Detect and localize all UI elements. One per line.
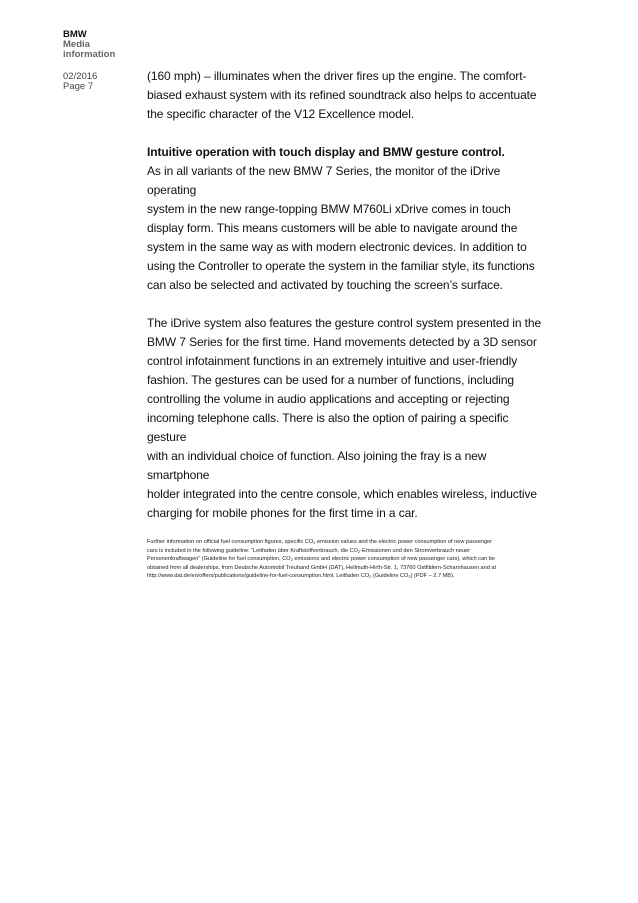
footnote-line: http://www.dat.de/en/offers/publications/guideline-for-fuel-consumption.html. Leitfaden $CO_2$ (Guideline $CO_2$) (PDF – 2.7 MB). (147, 573, 455, 580)
paragraph-gesture-control (147, 314, 547, 523)
brand-subtitle-line1: Media (63, 39, 90, 50)
footnote-url-text: http://www.dat.de/en/offers/publications/guideline-for-fuel-consumption.html. Leitfaden CO (147, 573, 370, 580)
footnote-line: cars is included in the following guideline: “Leitfaden über Kraftstoffverbrauch, die $CO_2$-Emissionen und den Stromverbrauch neuer (147, 547, 470, 554)
paragraph-touch-display (147, 162, 547, 295)
paragraph-intro (147, 67, 547, 124)
text-line: control infotainment functions in an extremely intuitive and user-friendly (147, 354, 518, 368)
text-line: can also be selected and activated by touching the screen’s surface. (147, 278, 503, 292)
text-line: incoming telephone calls. There is also the option of pairing a specific gesture (147, 411, 509, 444)
footnote-line: Further information on official fuel consumption figures, specific $CO_2$ emission values and the electric power consumption of new passenger (147, 539, 493, 545)
text-line: controlling the volume in audio applications and accepting or rejecting (147, 392, 510, 406)
text-line: As in all variants of the new BMW 7 Series, the monitor of the iDrive operating (147, 164, 501, 197)
text-line: BMW 7 Series for the first time. Hand movements detected by a 3D sensor (147, 335, 537, 349)
text-line: using the Controller to operate the system in the familiar style, its functions (147, 259, 535, 273)
text-line: The iDrive system also features the gesture control system presented in the (147, 316, 542, 330)
text-line: (160 mph) – illuminates when the driver fires up the engine. The comfort- (147, 69, 527, 83)
text-line: system in the same way as with modern electronic devices. In addition to (147, 240, 527, 254)
sidebar-header (63, 30, 133, 92)
text-line: the specific character of the V12 Excellence model. (147, 107, 415, 121)
text-line: system in the new range-topping BMW M760Li xDrive comes in touch (147, 202, 511, 216)
section-heading: Intuitive operation with touch display and BMW gesture control. (147, 145, 505, 159)
brand-name: BMW (63, 29, 87, 40)
text-line: fashion. The gestures can be used for a number of functions, including (147, 373, 515, 387)
text-line: display form. This means customers will be able to navigate around the (147, 221, 518, 235)
text-line: holder integrated into the centre console, which enables wireless, inductive (147, 487, 537, 501)
page-meta (63, 72, 133, 92)
footnote (147, 538, 552, 581)
text-line: charging for mobile phones for the first time in a car. (147, 506, 418, 520)
footnote-line: Personenkraftwagen” (Guideline for fuel consumption, $CO_2$ emissions and electric power consumption of new passenger cars), which can be (147, 556, 495, 563)
brand-subtitle-line2: information (63, 49, 116, 60)
text-line: with an individual choice of function. Also joining the fray is a new smartphone (147, 449, 487, 482)
text-line: biased exhaust system with its refined soundtrack also helps to accentuate (147, 88, 537, 102)
footnote-line: obtained from all dealerships, from Deutsche Automobil Treuhand GmbH (DAT), Hellmuth-Hirth-Str. 1, 73760 Ostfildern-Scharnhausen and at (147, 564, 497, 571)
main-content (147, 67, 547, 523)
page-number: Page 7 (63, 81, 94, 92)
publication-date: 02/2016 (63, 71, 98, 82)
